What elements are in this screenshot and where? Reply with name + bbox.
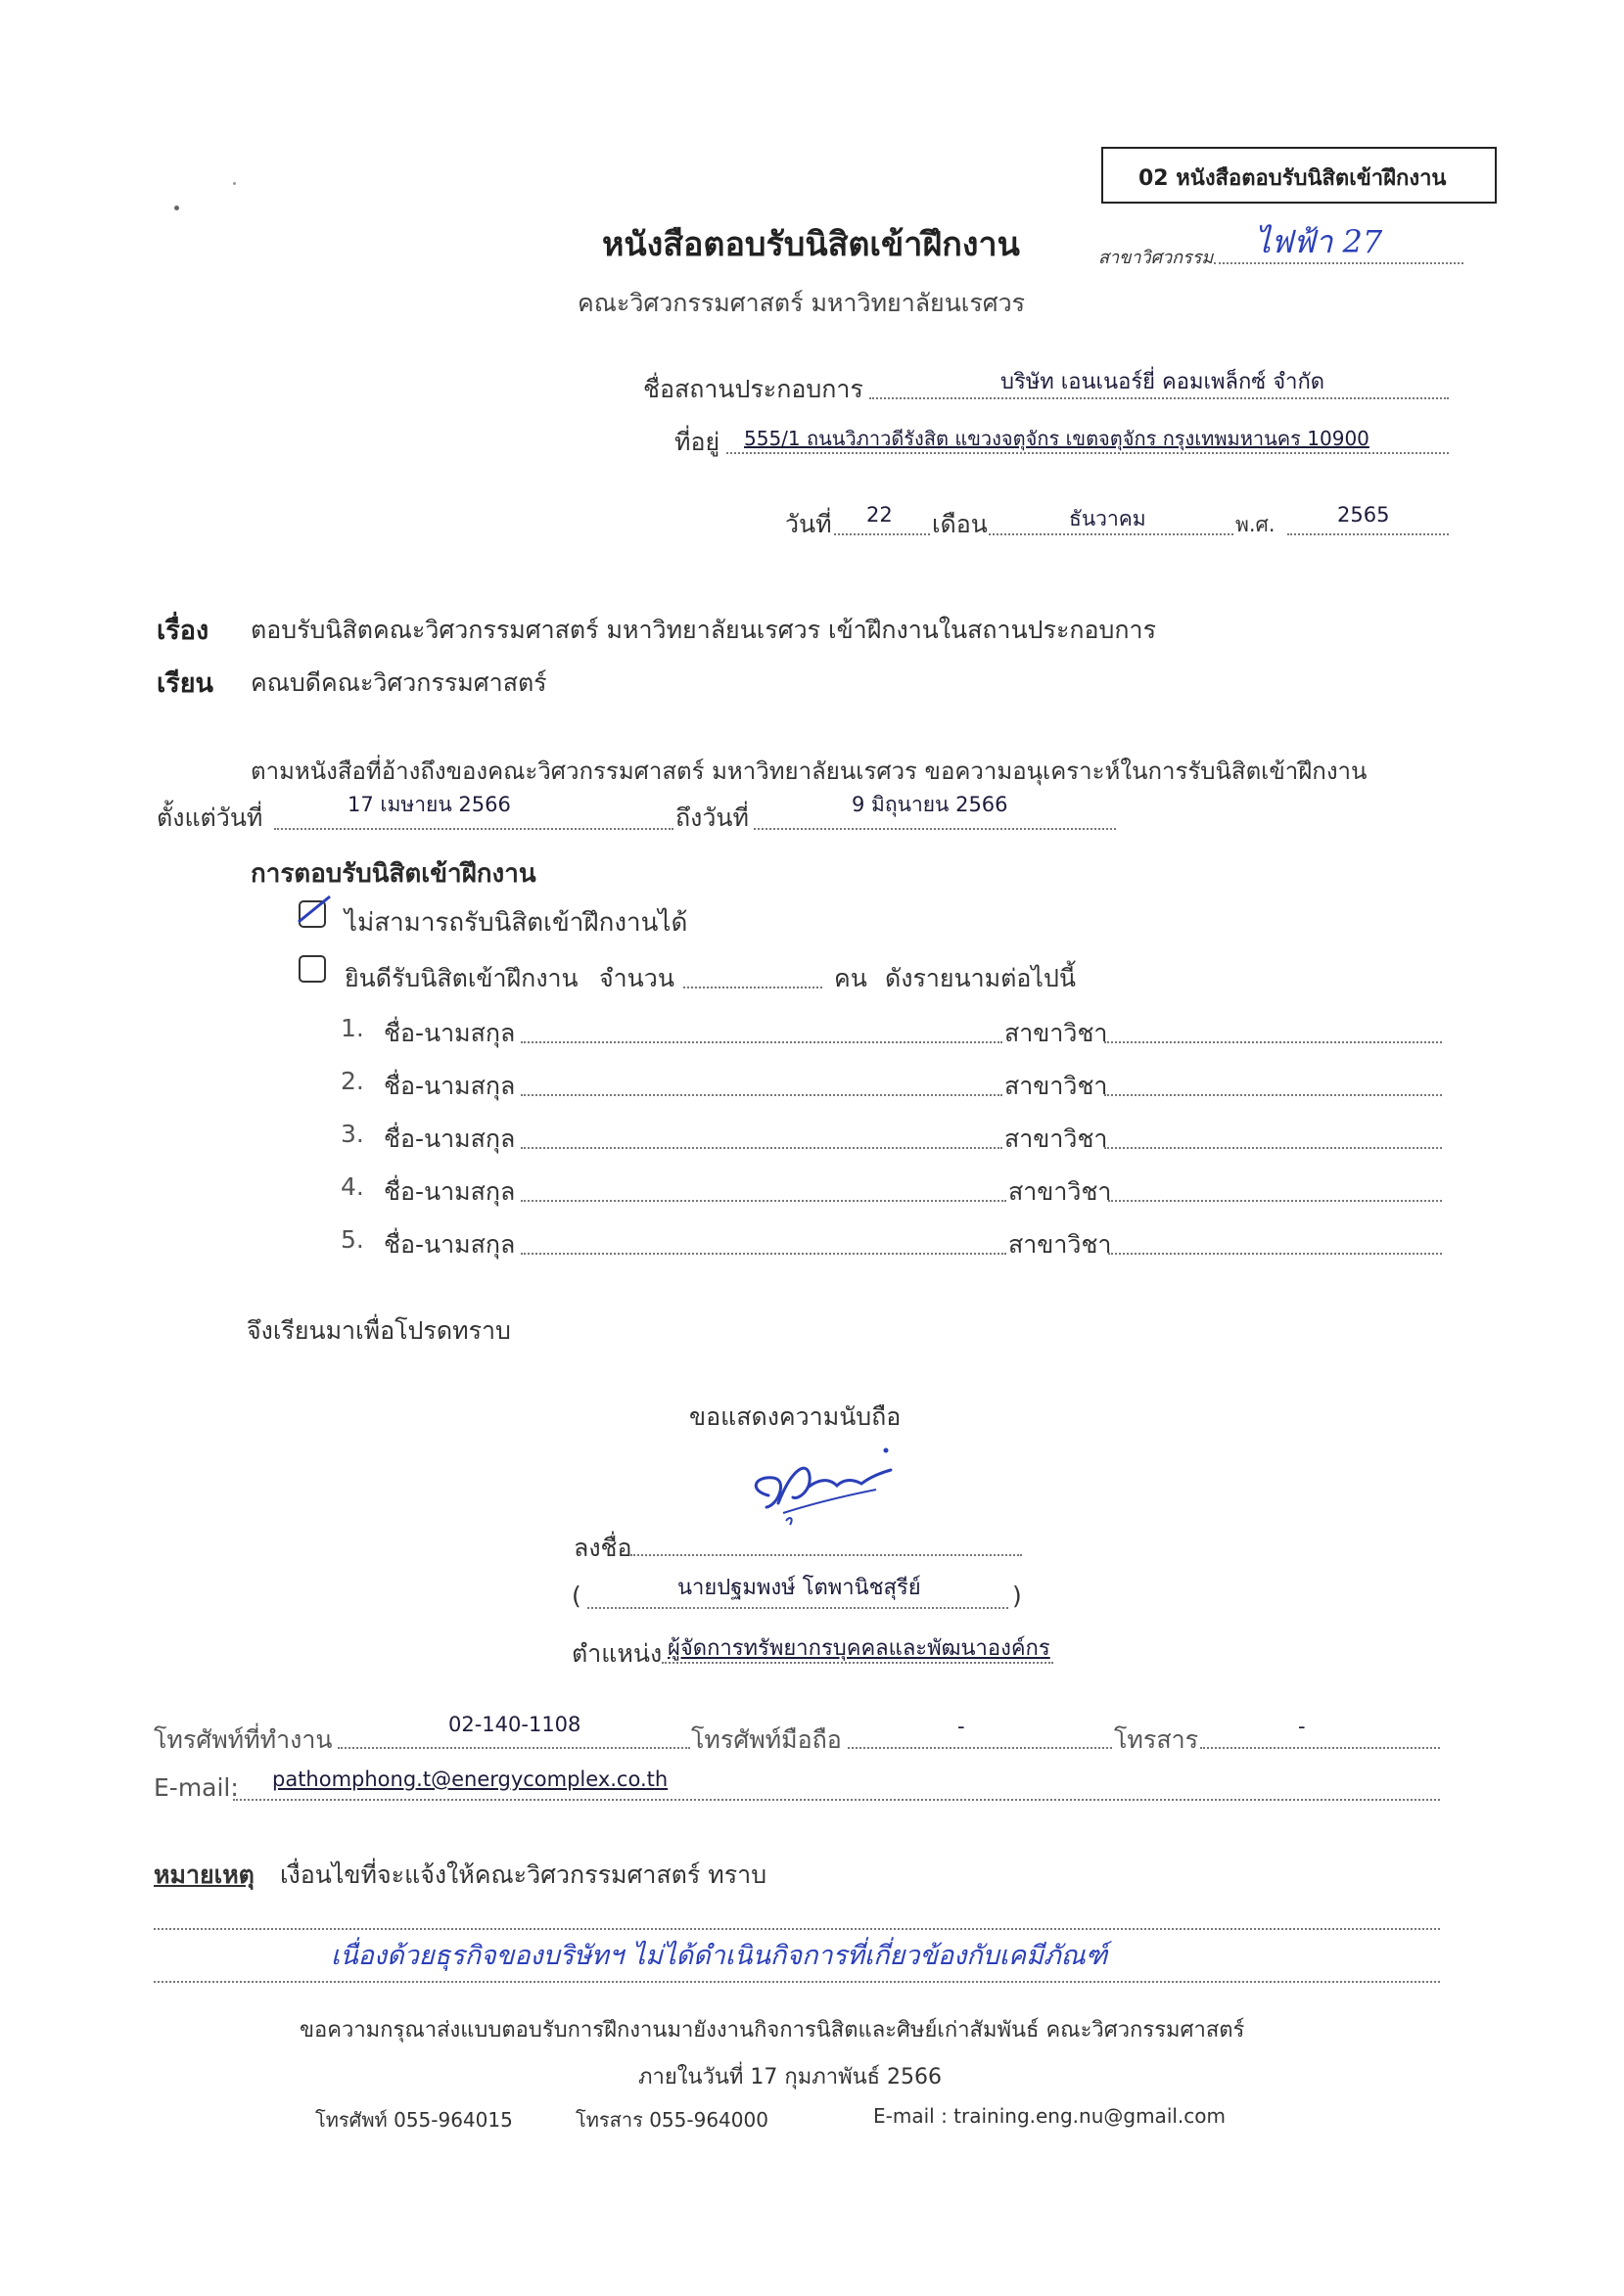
from-date-dots	[274, 828, 673, 830]
accept-count-dots	[683, 987, 822, 988]
sign-name-dots	[587, 1607, 1008, 1609]
fax-dots	[1200, 1747, 1440, 1749]
accept-count-label: จำนวน	[599, 964, 674, 992]
footer-line1: ขอความกรุณาส่งแบบตอบรับการฝึกงานมายังงานกิจการนิสิตและศิษย์เก่าสัมพันธ์ คณะวิศวกรรมศาสตร์	[300, 2018, 1245, 2043]
student-major-label: สาขาวิชา	[1008, 1177, 1112, 1206]
date-year: 2565	[1337, 503, 1390, 527]
student-name-label: ชื่อ-นามสกุล	[384, 1019, 516, 1047]
office-phone-value: 02-140-1108	[448, 1713, 581, 1736]
subject-label: เรื่อง	[157, 616, 209, 646]
branch-label: สาขาวิศวกรรม	[1098, 248, 1214, 268]
accept-suffix: ดังรายนามต่อไปนี้	[885, 964, 1076, 992]
company-value: บริษัท เอนเนอร์ยี่ คอมเพล็กซ์ จำกัด	[1000, 370, 1325, 394]
mobile-dots	[848, 1747, 1112, 1749]
date-year-dots	[1287, 533, 1449, 535]
date-month: ธันวาคม	[1069, 507, 1146, 530]
remark-text: เงื่อนไขที่จะแจ้งให้คณะวิศวกรรมศาสตร์ ทราบ	[280, 1860, 767, 1889]
sign-label: ลงชื่อ	[574, 1534, 632, 1562]
student-major-label: สาขาวิชา	[1004, 1019, 1108, 1047]
student-name-dots	[521, 1200, 1006, 1202]
sign-close-paren: )	[1012, 1582, 1022, 1610]
date-day: 22	[866, 503, 893, 527]
email-value: pathomphong.t@energycomplex.co.th	[272, 1768, 669, 1791]
student-name-label: ชื่อ-นามสกุล	[384, 1177, 516, 1206]
footer-fax: โทรสาร 055-964000	[576, 2108, 768, 2132]
signer-name: นายปฐมพงษ์ โตพานิชสุรีย์	[677, 1576, 921, 1600]
footer-line2: ภายในวันที่ 17 กุมภาพันธ์ 2566	[638, 2065, 943, 2089]
sign-dots	[630, 1554, 1022, 1556]
form-code: 02 หนังสือตอบรับนิสิตเข้าฝึกงาน	[1138, 166, 1447, 191]
student-major-label: สาขาวิชา	[1008, 1230, 1112, 1259]
accept-checkbox[interactable]	[299, 955, 326, 983]
student-no: 3.	[341, 1120, 364, 1148]
student-major-dots	[1104, 1041, 1442, 1043]
remark-dots-1	[154, 1928, 1440, 1930]
to-label: เรียน	[157, 668, 214, 699]
from-date-value: 17 เมษายน 2566	[348, 793, 511, 816]
sign-open-paren: (	[572, 1582, 581, 1610]
email-dots	[233, 1799, 1440, 1801]
student-major-label: สาขาวิชา	[1004, 1125, 1108, 1153]
branch-value: ไฟฟ้า 27	[1255, 223, 1383, 260]
signer-position: ผู้จัดการทรัพยากรบุคคลและพัฒนาองค์กร	[668, 1636, 1050, 1661]
address-value: 555/1 ถนนวิภาวดีรังสิต แขวงจตุจักร เขตจตุจักร กรุงเทพมหานคร 10900	[744, 427, 1369, 450]
date-month-label: เดือน	[932, 510, 988, 538]
position-label: ตำแหน่ง	[572, 1639, 663, 1668]
to-date-value: 9 มิถุนายน 2566	[852, 793, 1008, 816]
to-date-dots	[754, 828, 1116, 830]
reject-label: ไม่สามารถรับนิสิตเข้าฝึกงานได้	[345, 908, 688, 938]
student-name-label: ชื่อ-นามสกุล	[384, 1230, 516, 1259]
document-subtitle: คณะวิศวกรรมศาสตร์ มหาวิทยาลัยนเรศวร	[578, 289, 1026, 317]
to-text: คณบดีคณะวิศวกรรมศาสตร์	[251, 668, 547, 697]
remark-dots-2	[154, 1981, 1440, 1983]
student-major-dots	[1108, 1200, 1442, 1202]
fax-label: โทรสาร	[1114, 1725, 1199, 1754]
date-year-label: พ.ศ.	[1235, 513, 1276, 536]
check-slash-icon	[295, 893, 334, 926]
footer-phone: โทรศัพท์ 055-964015	[315, 2108, 513, 2132]
from-date-label: ตั้งแต่วันที่	[157, 804, 263, 832]
scan-speck	[174, 206, 179, 210]
student-name-dots	[521, 1253, 1006, 1255]
mobile-value: -	[957, 1715, 965, 1738]
student-name-label: ชื่อ-นามสกุล	[384, 1072, 516, 1100]
reject-checkbox[interactable]	[299, 900, 326, 928]
accept-unit: คน	[834, 964, 867, 992]
email-label: E-mail:	[154, 1773, 239, 1802]
regards-text: ขอแสดงความนับถือ	[689, 1402, 902, 1431]
student-name-dots	[521, 1094, 1002, 1096]
subject-text: ตอบรับนิสิตคณะวิศวกรรมศาสตร์ มหาวิทยาลัยนเรศวร เข้าฝึกงานในสถานประกอบการ	[251, 616, 1157, 644]
student-no: 4.	[341, 1172, 364, 1201]
closing-text: จึงเรียนมาเพื่อโปรดทราบ	[247, 1316, 511, 1345]
to-date-label: ถึงวันที่	[675, 804, 749, 832]
footer-email: E-mail : training.eng.nu@gmail.com	[873, 2104, 1226, 2128]
mobile-label: โทรศัพท์มือถือ	[691, 1725, 842, 1754]
student-name-dots	[521, 1147, 1002, 1149]
office-phone-dots	[338, 1747, 690, 1749]
remark-handwritten: เนื่องด้วยธุรกิจของบริษัทฯ ไม่ได้ดำเนินกิจการที่เกี่ยวข้องกับเคมีภัณฑ์	[331, 1941, 1108, 1971]
student-major-label: สาขาวิชา	[1004, 1072, 1108, 1100]
student-no: 5.	[341, 1225, 364, 1254]
student-major-dots	[1108, 1253, 1442, 1255]
student-name-label: ชื่อ-นามสกุล	[384, 1125, 516, 1153]
student-major-dots	[1104, 1147, 1442, 1149]
fax-value: -	[1298, 1715, 1306, 1738]
scan-speck	[233, 182, 236, 185]
date-day-label: วันที่	[785, 510, 832, 538]
handwritten-signature	[739, 1437, 896, 1535]
office-phone-label: โทรศัพท์ที่ทำงาน	[154, 1725, 333, 1754]
body-paragraph: ตามหนังสือที่อ้างถึงของคณะวิศวกรรมศาสตร์ มหาวิทยาลัยนเรศวร ขอความอนุเคราะห์ในการรับนิสิตเข้าฝึกงาน	[251, 758, 1368, 785]
student-no: 2.	[341, 1067, 364, 1095]
company-label: ชื่อสถานประกอบการ	[643, 375, 863, 403]
date-day-dots	[834, 533, 930, 535]
student-name-dots	[521, 1041, 1002, 1043]
student-major-dots	[1104, 1094, 1442, 1096]
response-heading: การตอบรับนิสิตเข้าฝึกงาน	[251, 859, 536, 889]
document-title: หนังสือตอบรับนิสิตเข้าฝึกงาน	[602, 225, 1020, 264]
student-no: 1.	[341, 1014, 364, 1042]
remark-label: หมายเหตุ	[154, 1860, 255, 1889]
address-label: ที่อยู่	[674, 428, 720, 456]
accept-label: ยินดีรับนิสิตเข้าฝึกงาน	[345, 964, 579, 992]
